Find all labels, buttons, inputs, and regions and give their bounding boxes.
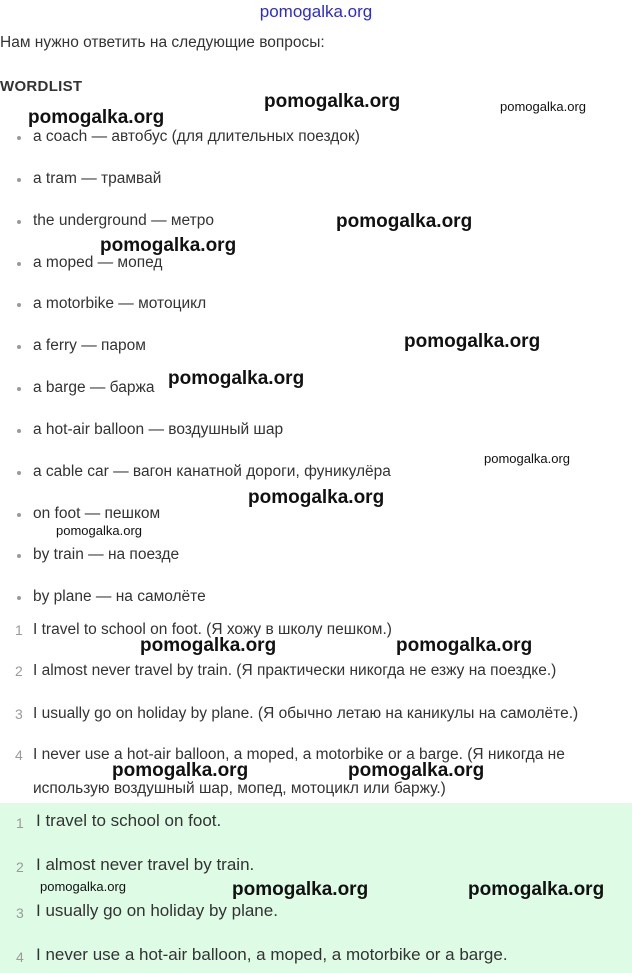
question-text: I usually go on holiday by plane. (Я обычно летаю на каникулы на самолёте.) — [33, 705, 579, 722]
list-item: a tram — трамвай — [33, 170, 162, 187]
watermark: pomogalka.org — [40, 879, 126, 894]
bullet-icon — [17, 303, 21, 307]
list-item: a ferry — паром — [33, 337, 146, 354]
watermark: pomogalka.org — [56, 523, 142, 538]
list-item: a moped — мопед — [33, 254, 163, 271]
watermark: pomogalka.org — [140, 635, 277, 656]
list-item: a coach — автобус (для длительных поездок) — [33, 128, 360, 145]
bullet-icon — [17, 513, 21, 517]
answer-text: I travel to school on foot. — [36, 811, 222, 830]
watermark: pomogalka.org — [168, 368, 305, 389]
list-item: a hot-air balloon — воздушный шар — [33, 421, 284, 438]
bullet-icon — [17, 429, 21, 433]
question-number: 1 — [15, 622, 23, 638]
bullet-icon — [17, 596, 21, 600]
watermark: pomogalka.org — [484, 451, 570, 466]
question-text: I travel to school on foot. (Я хожу в школу пешком.) — [33, 621, 392, 638]
bullet-icon — [17, 471, 21, 475]
watermark: pomogalka.org — [396, 635, 533, 656]
bullet-icon — [17, 387, 21, 391]
watermark: pomogalka.org — [500, 99, 586, 114]
watermark: pomogalka.org — [232, 879, 369, 900]
answer-text: I usually go on holiday by plane. — [36, 901, 278, 920]
list-item: by plane — на самолёте — [33, 588, 206, 605]
list-item: by train — на поезде — [33, 546, 180, 563]
watermark: pomogalka.org — [112, 760, 249, 781]
question-number: 2 — [15, 663, 23, 679]
bullet-icon — [17, 345, 21, 349]
answer-number: 4 — [16, 949, 24, 965]
question-text: I never use a hot-air balloon, a moped, a motorbike or a barge. (Я никогда не — [33, 746, 565, 763]
watermark: pomogalka.org — [248, 487, 385, 508]
bullet-icon — [17, 220, 21, 224]
site-watermark-header: pomogalka.org — [259, 2, 373, 21]
intro-text: Нам нужно ответить на следующие вопросы: — [0, 34, 325, 51]
answer-text: I almost never travel by train. — [36, 855, 255, 874]
list-item: a motorbike — мотоцикл — [33, 295, 207, 312]
answer-number: 1 — [16, 815, 24, 831]
watermark: pomogalka.org — [468, 879, 605, 900]
watermark: pomogalka.org — [348, 760, 485, 781]
list-item: a barge — баржа — [33, 379, 155, 396]
list-item: a cable car — вагон канатной дороги, фуникулёра — [33, 463, 391, 480]
watermark: pomogalka.org — [28, 107, 165, 128]
question-text-continued: использую воздушный шар, мопед, мотоцикл или баржу.) — [33, 780, 446, 797]
answer-text: I never use a hot-air balloon, a moped, a motorbike or a barge. — [36, 945, 508, 964]
bullet-icon — [17, 554, 21, 558]
bullet-icon — [17, 262, 21, 266]
question-text: I almost never travel by train. (Я практически никогда не езжу на поездке.) — [33, 662, 557, 679]
answer-number: 2 — [16, 859, 24, 875]
watermark: pomogalka.org — [404, 331, 541, 352]
watermark: pomogalka.org — [264, 91, 401, 112]
bullet-icon — [17, 136, 21, 140]
watermark: pomogalka.org — [336, 211, 473, 232]
wordlist-title: WORDLIST — [0, 78, 83, 95]
question-number: 3 — [15, 706, 23, 722]
list-item: on foot — пешком — [33, 505, 161, 522]
question-number: 4 — [15, 747, 23, 763]
list-item: the underground — метро — [33, 212, 214, 229]
answer-number: 3 — [16, 905, 24, 921]
bullet-icon — [17, 178, 21, 182]
watermark: pomogalka.org — [100, 235, 237, 256]
